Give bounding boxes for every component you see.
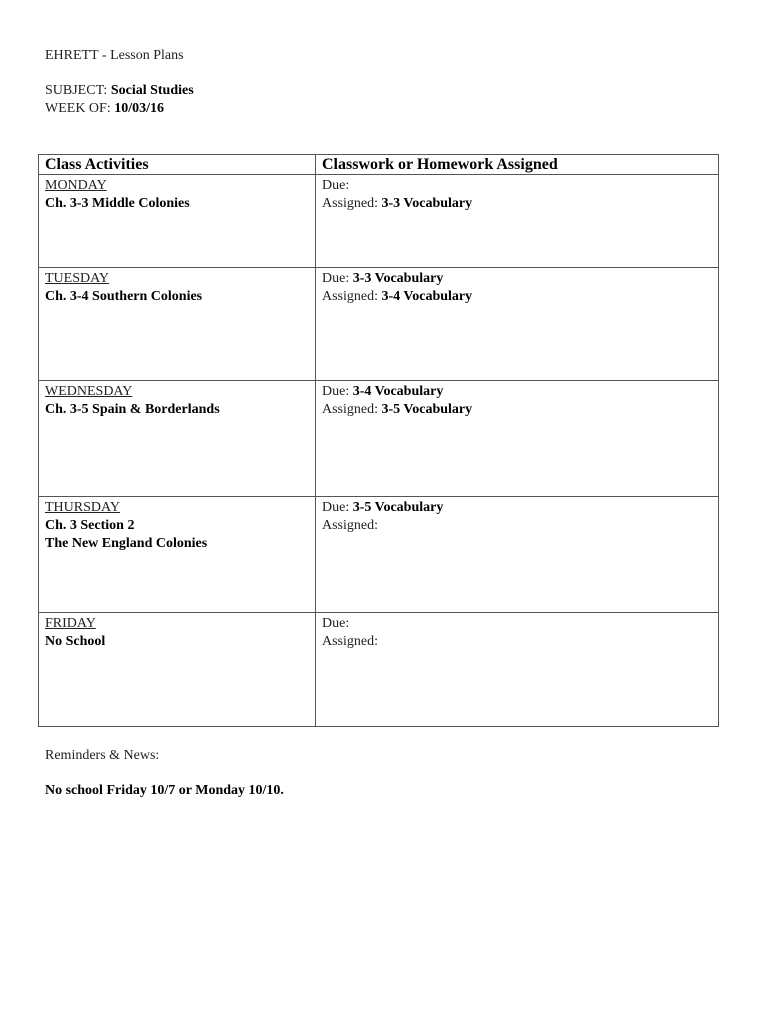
day-label: MONDAY [45, 178, 107, 193]
assigned-label: Assigned: [322, 634, 378, 649]
activity-cell [39, 175, 316, 268]
assigned-line [322, 195, 712, 213]
subject-label: SUBJECT: [45, 83, 111, 98]
assignment-cell [316, 381, 719, 497]
subject-line [45, 82, 194, 100]
assigned-value: 3-4 Vocabulary [381, 289, 473, 304]
column-header-classwork-homework: Classwork or Homework Assigned [316, 155, 719, 175]
table-row-wednesday [39, 381, 719, 497]
due-value: 3-5 Vocabulary [352, 500, 444, 515]
reminders-heading: Reminders & News: [45, 748, 160, 763]
document-title: EHRETT - Lesson Plans [45, 48, 184, 63]
assigned-line [322, 633, 712, 651]
due-value: 3-4 Vocabulary [352, 384, 444, 399]
assigned-value: 3-3 Vocabulary [381, 196, 473, 211]
assigned-line [322, 517, 712, 535]
day-label: FRIDAY [45, 616, 96, 631]
activity-cell [39, 613, 316, 727]
column-header-class-activities: Class Activities [39, 155, 316, 175]
assigned-label: Assigned: [322, 196, 382, 211]
activity-line: The New England Colonies [45, 536, 208, 551]
subject-value: Social Studies [110, 83, 194, 98]
assignment-cell [316, 613, 719, 727]
due-label: Due: [322, 500, 353, 515]
due-line [322, 177, 712, 195]
activity-line: Ch. 3-4 Southern Colonies [45, 289, 203, 304]
due-label: Due: [322, 178, 350, 193]
assigned-label: Assigned: [322, 518, 378, 533]
assignment-cell [316, 268, 719, 381]
activity-line: Ch. 3-5 Spain & Borderlands [45, 402, 220, 417]
table-row-friday [39, 613, 719, 727]
week-value: 10/03/16 [114, 101, 164, 116]
assigned-line [322, 401, 712, 419]
activity-line: Ch. 3-3 Middle Colonies [45, 196, 190, 211]
activity-cell [39, 381, 316, 497]
lesson-plan-table [38, 154, 719, 727]
reminders-text: No school Friday 10/7 or Monday 10/10. [45, 783, 284, 798]
week-line [45, 100, 164, 118]
activity-cell [39, 497, 316, 613]
day-label: TUESDAY [45, 271, 110, 286]
due-label: Due: [322, 271, 353, 286]
table-row-monday [39, 175, 719, 268]
week-label: WEEK OF: [45, 101, 115, 116]
assignment-cell [316, 497, 719, 613]
due-line [322, 499, 712, 517]
activity-cell [39, 268, 316, 381]
due-label: Due: [322, 384, 353, 399]
assigned-value: 3-5 Vocabulary [381, 402, 473, 417]
activity-line: Ch. 3 Section 2 [45, 518, 135, 533]
table-header-row [39, 155, 719, 175]
due-line [322, 615, 712, 633]
day-label: WEDNESDAY [45, 384, 133, 399]
table-row-tuesday [39, 268, 719, 381]
activity-line: No School [45, 634, 106, 649]
assigned-label: Assigned: [322, 289, 382, 304]
due-line [322, 383, 712, 401]
assigned-line [322, 288, 712, 306]
day-label: THURSDAY [45, 500, 120, 515]
assignment-cell [316, 175, 719, 268]
assigned-label: Assigned: [322, 402, 382, 417]
due-line [322, 270, 712, 288]
table-row-thursday [39, 497, 719, 613]
due-label: Due: [322, 616, 350, 631]
due-value: 3-3 Vocabulary [352, 271, 444, 286]
